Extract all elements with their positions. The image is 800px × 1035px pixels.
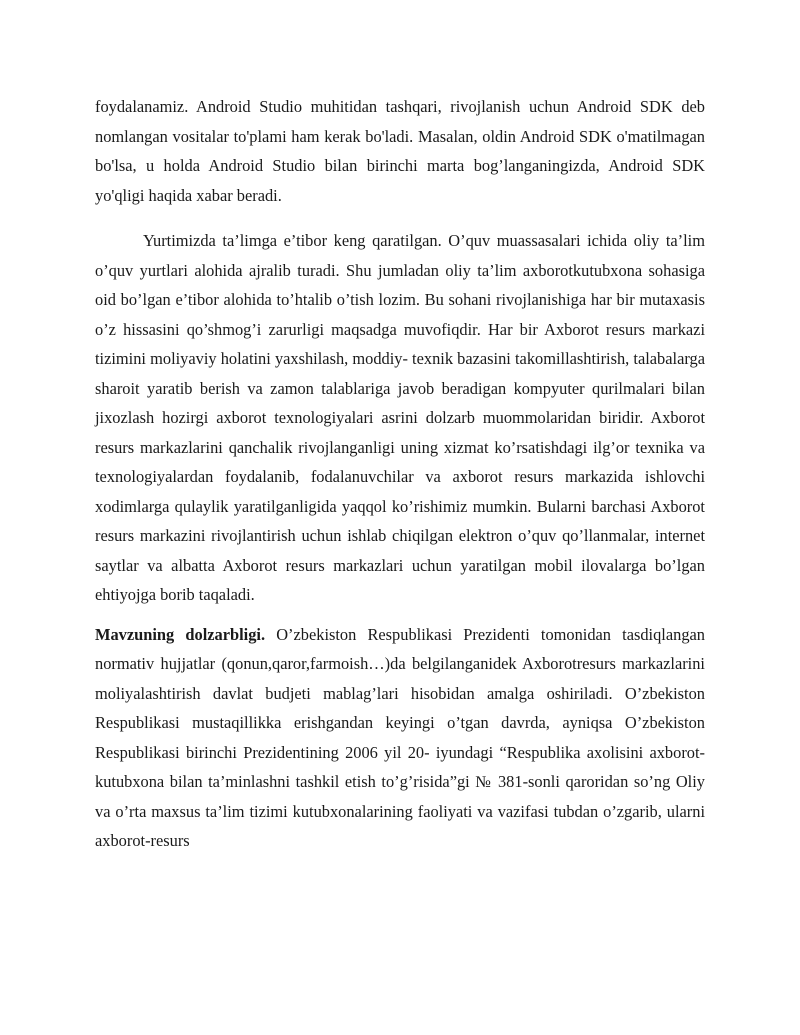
paragraph-android-sdk: foydalanamiz. Android Studio muhitidan tashqari, rivojlanish uchun Android SDK deb nomlangan vositalar to'plami ham kerak bo'ladi. Masalan, oldin Android SDK o'matilmagan bo'lsa, u holda Android Studio bilan birinchi marta bog’langaningizda, Android SDK yo'qligi haqida xabar beradi.: [95, 97, 705, 205]
paragraph-relevance: [95, 620, 705, 856]
paragraph-relevance-text: O’zbekiston Respublikasi Prezidenti tomonidan tasdiqlangan normativ hujjatlar (qonun,qaror,farmoish…)da belgilanganidek Axborotresurs markazlarini moliyalashtirish davlat budjeti mablag’lari hisobidan amalga oshiriladi. O’zbekiston Respublikasi mustaqillikka erishgandan keyingi o’tgan davrda, ayniqsa O’zbekiston Respublikasi birinchi Prezidentining 2006 yil 20- iyundagi “Respublika axolisini axborot-kutubxona bilan ta’minlashni tashkil etish to’g’risida”gi № 381-sonli qaroridan so’ng Oliy va o’rta maxsus ta’lim tizimi kutubxonalarining faoliyati va vazifasi tubdan o’zgarib, ularni axborot-resurs: [95, 624, 705, 850]
document-page: [95, 92, 705, 856]
paragraph-education: Yurtimizda ta’limga e’tibor keng qaratilgan. O’quv muassasalari ichida oliy ta’lim o’quv yurtlari alohida ajralib turadi. Shu jumladan oliy ta’lim axborotkutubxona sohasiga oid bo’lgan e’tibor alohida to’htalib o’tish lozim. Bu sohani rivojlanishiga har bir mutaxasis o’z hissasini qo’shmog’i zarurligi maqsadga muvofiqdir. Har bir Axborot resurs markazi tizimini moliyaviy holatini yaxshilash, moddiy- texnik bazasini takomillashtirish, talabalarga sharoit yaratib berish va zamon talablariga javob beradigan kompyuter qurilmalari bilan jixozlash hozirgi axborot texnologiyalari asrini dolzarb muommolaridan biridir. Axborot resurs markazlarini qanchalik rivojlanganligi uning xizmat ko’rsatishdagi ilg’or texnika va texnologiyalardan foydalanib, fodalanuvchilar va axborot resurs markazida ishlovchi xodimlarga qulaylik yaratilganligida yaqqol ko’rishimiz mumkin. Bularni barchasi Axborot resurs markazini rivojlantirish uchun ishlab chiqilgan elektron o’quv qo’llanmalar, internet saytlar va albatta Axborot resurs markazlari uchun yaratilgan mobil ilovalarga bo’lgan ehtiyojga borib taqaladi.: [95, 231, 705, 604]
section-heading: Mavzuning dolzarbligi.: [95, 624, 266, 644]
